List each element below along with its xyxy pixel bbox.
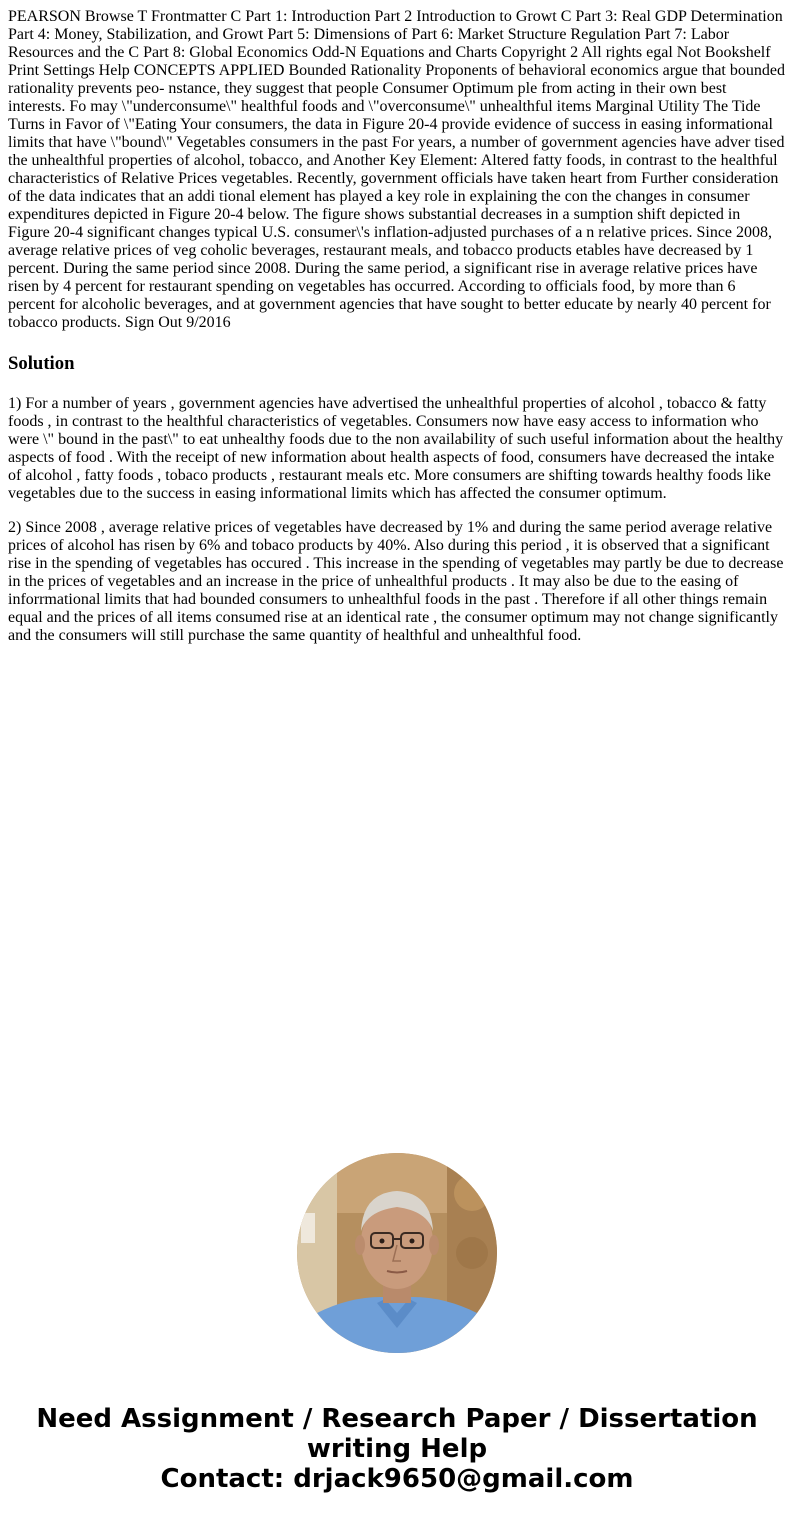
author-avatar — [297, 1153, 497, 1353]
question-text: PEARSON Browse T Frontmatter C Part 1: Introduction Part 2 Introduction to Growt C Part 3: Real GDP Determination Part 4: Money, Stabilization, and Growt Part 5: Dimensions of Part 6: Market Structure Regulation Part 7: Labor Resources and the C Part 8: Global Economics Odd-N Equations and Charts Copyright 2 All rights egal Not Bookshelf Print Settings Help CONCEPTS APPLIED Bounded Rationality Proponents of behavioral economics argue that bounded rationality prevents peo- nstance, they suggest that people Consumer Optimum ple from acting in their own best interests. Fo may \"underconsume\" healthful foods and \"overconsume\" unhealthful items Marginal Utility The Tide Turns in Favor of \"Eating Your consumers, the data in Figure 20-4 provide evidence of success in easing informational limits that have \"bound\" Vegetables consumers in the past For years, a number of government agencies have adver tised the unhealthful properties of alcohol, tobacco, and Another Key Element: Altered fatty foods, in contrast to the healthful characteristics of Relative Prices vegetables. Recently, government officials have taken heart from Further consideration of the data indicates that an addi tional element has played a key role in explaining the con the changes in consumer expenditures depicted in Figure 20-4 below. The figure shows substantial decreases in a sumption shift depicted in Figure 20-4 significant changes typical U.S. consumer\'s inflation-adjusted purchases of a n relative prices. Since 2008, average relative prices of veg coholic beverages, restaurant meals, and tobacco products etables have decreased by 1 percent. During the same period since 2008. During the same period, a significant rise in average relative prices have risen by 4 percent for restaurant spending on vegetables has occurred. According to officials food, by more than 6 percent for alcoholic beverages, and at government agencies that have sought to better educate by nearly 40 percent for tobacco products. Sign Out 9/2016 — [8, 8, 785, 331]
document-body — [8, 8, 786, 661]
footer-advert — [0, 1404, 794, 1494]
footer-line-1: Need Assignment / Research Paper / Dissertation — [36, 1404, 758, 1434]
footer-line-2: writing Help — [306, 1434, 488, 1464]
answer-paragraph-1: 1) For a number of years , government agencies have advertised the unhealthful properties of alcohol , tobacco & fatty foods , in contrast to the healthful characteristics of vegetables. Consumers now have easy access to information who were \" bound in the past\" to eat unhealthy foods due to the non availability of such useful information about the healthy aspects of food . With the receipt of new information about health aspects of food, consumers have decreased the intake of alcohol , fatty foods , tobaco products , restaurant meals etc. More consumers are shifting towards healthy foods like vegetables due to the success in easing informational limits which has affected the consumer optimum. — [8, 395, 784, 502]
answer-paragraph-2: 2) Since 2008 , average relative prices of vegetables have decreased by 1% and during the same period average relative prices of alcohol has risen by 6% and tobaco products by 40%. Also during this period , it is observed that a significant rise in the spending of vegetables has occured . This increase in the spending of vegetables may partly be due to decrease in the prices of vegetables and an increase in the price of unhealthful products . It may also be due to the easing of inforrmational limits that had bounded consumers to unhealthful foods in the past . Therefore if all other things remain equal and the prices of all items consumed rise at an identical rate , the consumer optimum may not change significantly and the consumers will still purchase the same quantity of healthful and unhealthful food. — [8, 519, 784, 644]
solution-heading: Solution — [8, 353, 75, 374]
footer-contact: Contact: drjack9650@gmail.com — [160, 1464, 634, 1494]
